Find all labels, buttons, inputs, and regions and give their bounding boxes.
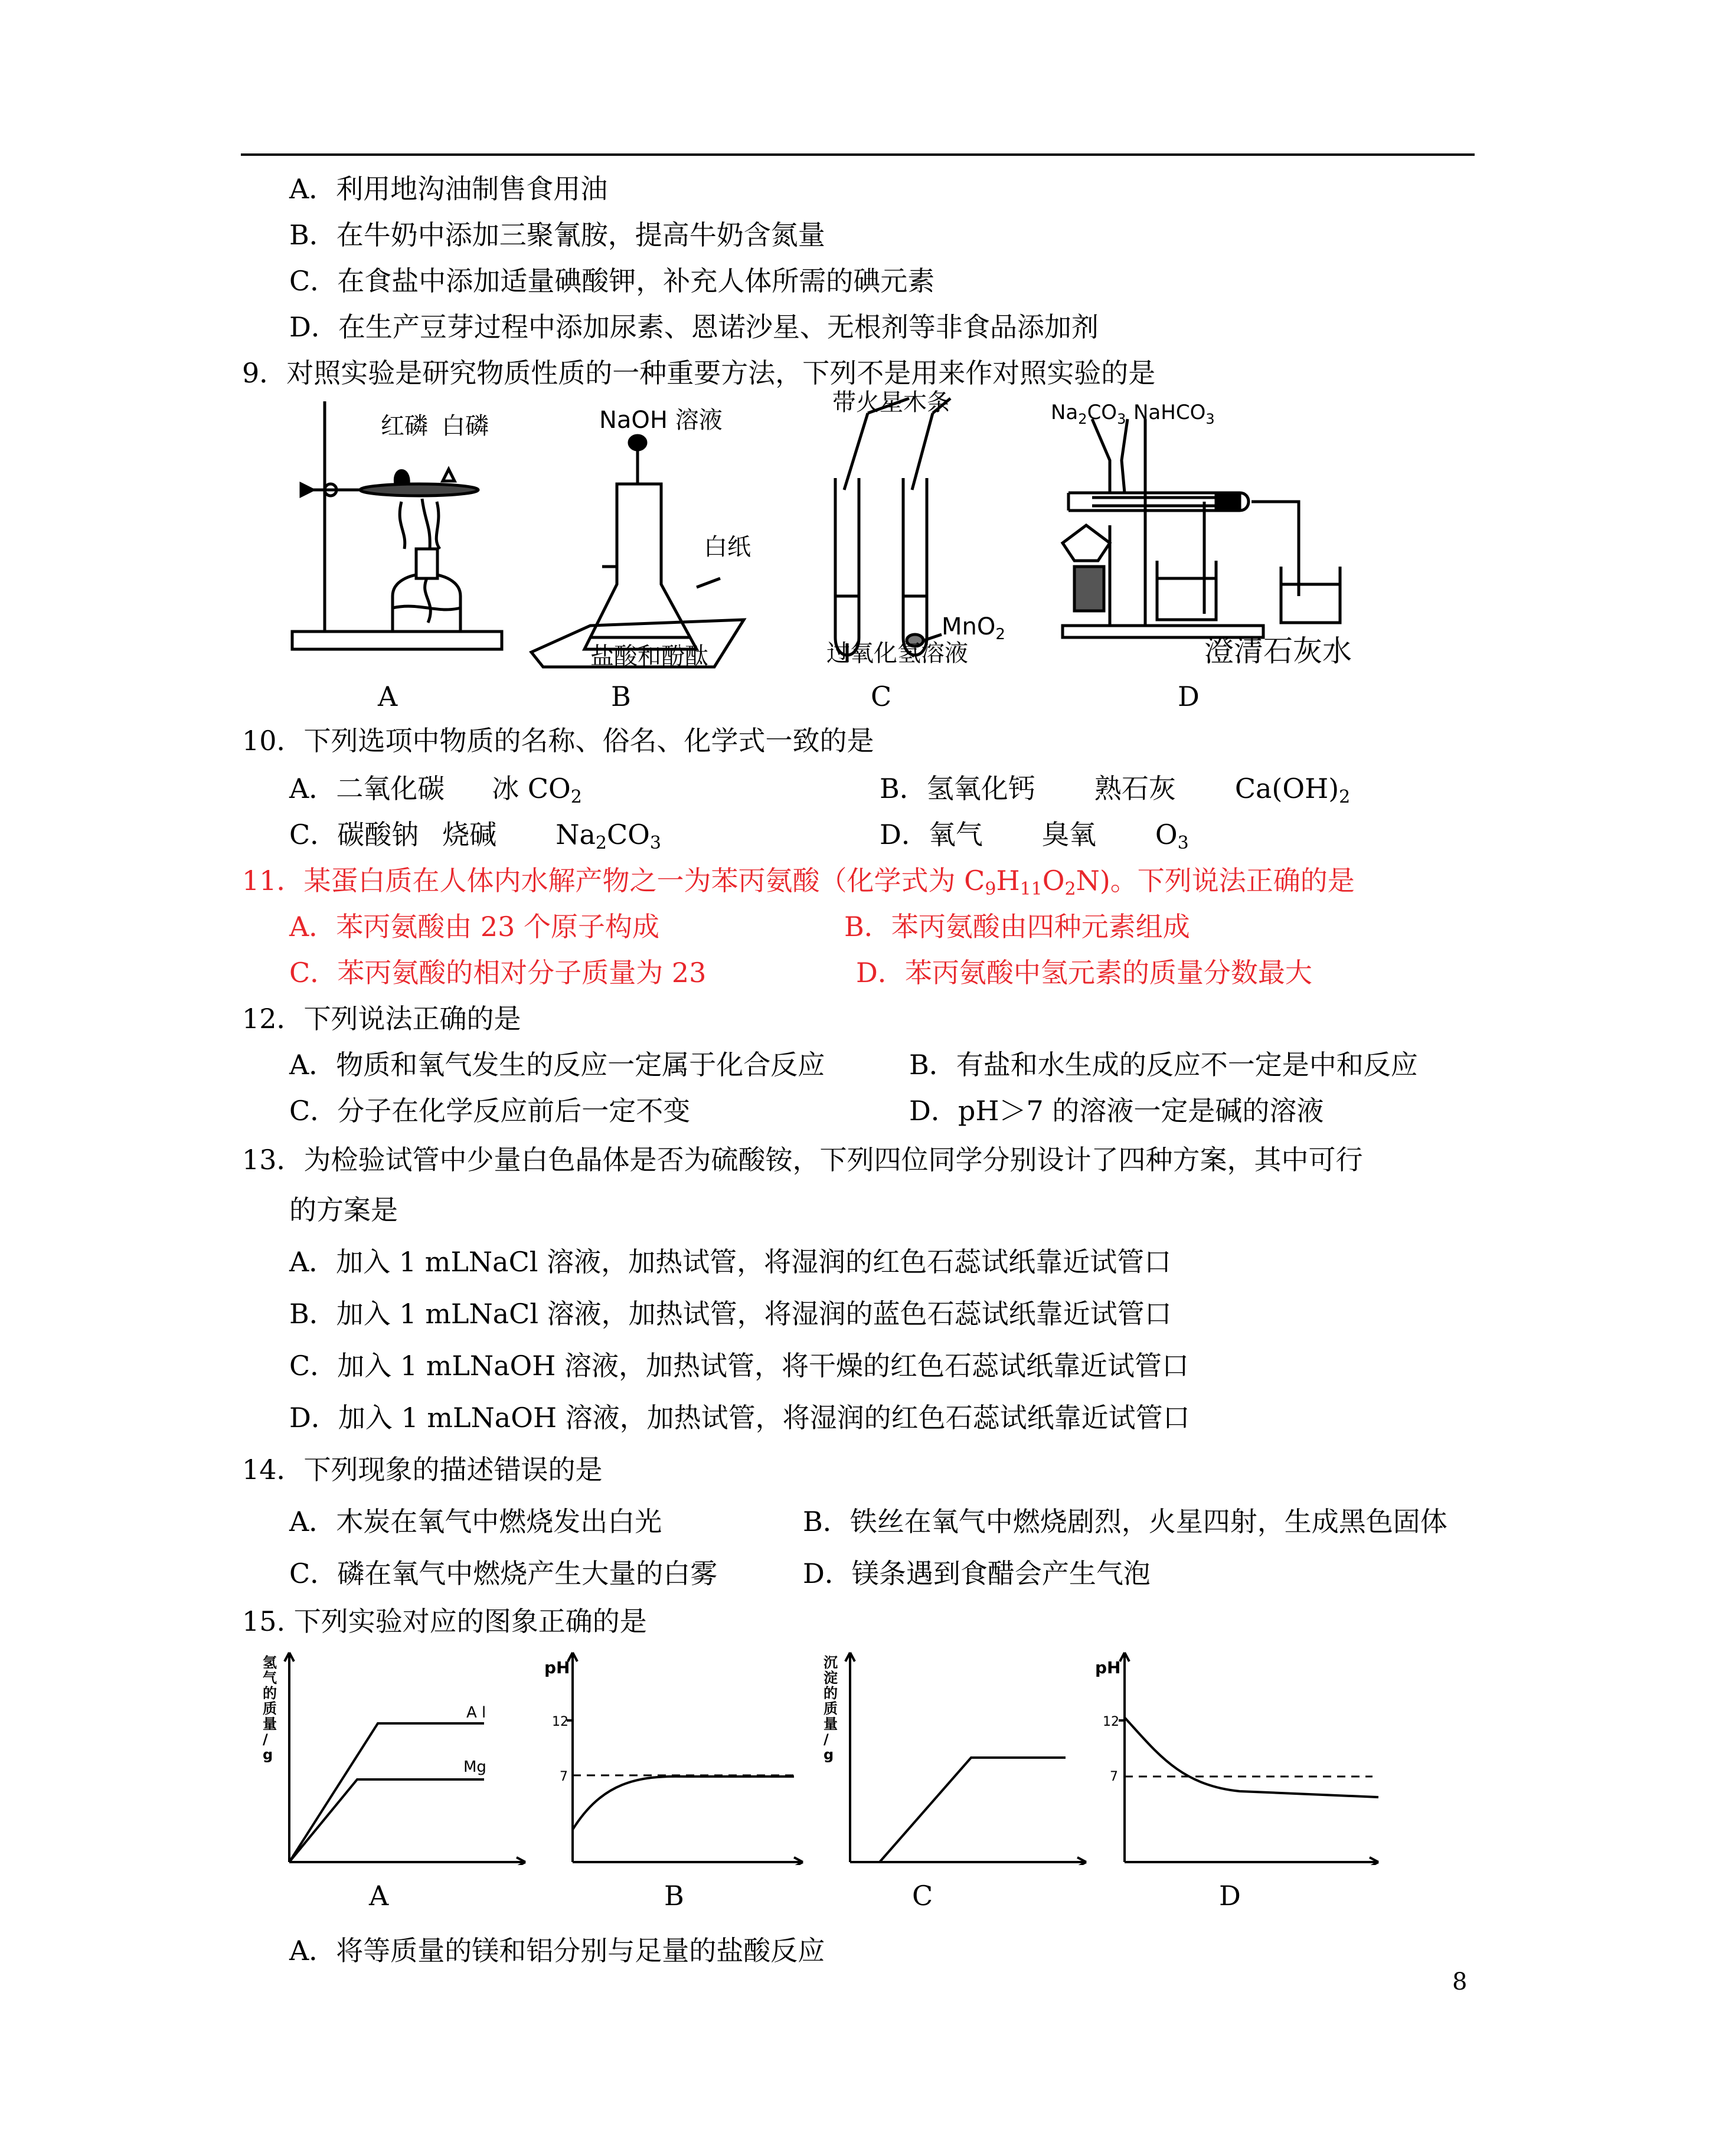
q12-stem: 12．下列说法正确的是 xyxy=(242,1003,521,1035)
graph-d-tick-7: 7 xyxy=(1110,1769,1118,1784)
q8-option-a: A．利用地沟油制售食用油 xyxy=(289,173,608,205)
q12-option-a: A．物质和氧气发生的反应一定属于化合反应 xyxy=(289,1049,825,1081)
fig-d-na2co3-label: $Na_2CO_3$ xyxy=(1051,401,1126,427)
q12-option-d: D．pH＞7 的溶液一定是碱的溶液 xyxy=(909,1095,1324,1127)
q9-apparatus-figures xyxy=(283,390,1393,673)
graph-a-ylabel: 氢 气 的 质 量 / g xyxy=(263,1654,277,1763)
graph-c-ylabel: 沉 淀 的 质 量 / g xyxy=(824,1654,838,1763)
q13-stem-line1: 13．为检验试管中少量白色晶体是否为硫酸铵，下列四位同学分别设计了四种方案，其中可行 xyxy=(242,1144,1363,1176)
graph-b-letter: B xyxy=(664,1880,684,1912)
q11-option-d: D．苯丙氨酸中氢元素的质量分数最大 xyxy=(856,957,1312,989)
q13-option-a: A．加入 1 mLNaCl 溶液，加热试管，将湿润的红色石蕊试纸靠近试管口 xyxy=(289,1246,1172,1278)
graph-a-al-label: A l xyxy=(466,1704,486,1722)
graph-b-tick-12: 12 xyxy=(552,1715,568,1729)
q8-option-c: C．在食盐中添加适量碘酸钾，补充人体所需的碘元素 xyxy=(289,265,935,297)
graph-b-tick-7: 7 xyxy=(560,1769,568,1784)
graph-d-tick-12: 12 xyxy=(1103,1715,1119,1729)
fig-b-naoh-label: NaOH 溶液 xyxy=(599,407,723,434)
q11-option-c: C．苯丙氨酸的相对分子质量为 23 xyxy=(289,957,707,989)
fig-a-letter: A xyxy=(378,681,398,712)
fig-b-letter: B xyxy=(611,681,631,712)
fig-d-letter: D xyxy=(1178,681,1200,712)
fig-b-acid-label: 盐酸和酚酞 xyxy=(590,643,708,670)
graph-b-ylabel: pH xyxy=(544,1658,570,1677)
graph-b-curve xyxy=(573,1777,794,1830)
fig-c-letter: C xyxy=(871,681,892,712)
q10-stem: 10．下列选项中物质的名称、俗名、化学式一致的是 xyxy=(242,725,874,757)
q12-option-c: C．分子在化学反应前后一定不变 xyxy=(289,1095,691,1127)
q10-option-b: B．氢氧化钙 熟石灰 $Ca(OH)_2$ xyxy=(880,773,1351,807)
fig-c-mno2-label: MnO$_2$ xyxy=(942,613,1005,643)
graph-d-curve xyxy=(1125,1717,1378,1797)
fig-c-h2o2-label: 过氧化氢溶液 xyxy=(826,640,968,667)
fig-b-paper-label: 白纸 xyxy=(704,534,751,561)
fig-a-white-phosphorus-label: 白磷 xyxy=(442,413,489,440)
fig-d-nahco3-label: NaHCO$_3$ xyxy=(1133,401,1215,427)
fig-d-apparatus xyxy=(1063,419,1340,637)
graph-c-letter: C xyxy=(912,1880,933,1912)
graph-a-mg-label: Mg xyxy=(463,1758,486,1776)
q13-option-b: B．加入 1 mLNaCl 溶液，加热试管，将湿润的蓝色石蕊试纸靠近试管口 xyxy=(289,1298,1172,1330)
graph-c-curve xyxy=(880,1758,1066,1862)
q15-option-a: A．将等质量的镁和铝分别与足量的盐酸反应 xyxy=(289,1935,825,1967)
graph-a-letter: A xyxy=(369,1880,389,1912)
header-rule xyxy=(241,153,1475,156)
graph-a-al-curve xyxy=(289,1723,484,1862)
graph-a-axes xyxy=(285,1653,525,1865)
q13-stem-line2: 的方案是 xyxy=(289,1194,398,1226)
page-number: 8 xyxy=(1452,1968,1468,1995)
q11-option-b: B．苯丙氨酸由四种元素组成 xyxy=(844,911,1190,943)
q11-stem: 11．某蛋白质在人体内水解产物之一为苯丙氨酸（化学式为 $C_9H_{11}O_2N$)。下列说法正确的是 xyxy=(242,865,1355,899)
q8-option-b: B．在牛奶中添加三聚氰胺，提高牛奶含氮量 xyxy=(289,219,825,251)
fig-c-test-tubes xyxy=(835,398,950,662)
graph-d-ylabel: pH xyxy=(1095,1658,1121,1677)
q13-option-c: C．加入 1 mLNaOH 溶液，加热试管，将干燥的红色石蕊试纸靠近试管口 xyxy=(289,1350,1189,1382)
graph-b-axes xyxy=(567,1653,803,1865)
fig-a-red-phosphorus-label: 红磷 xyxy=(381,413,428,440)
q9-stem: 9．对照实验是研究物质性质的一种重要方法，下列不是用来作对照实验的是 xyxy=(242,357,1156,389)
q10-option-d: D．氧气 臭氧 $O_3$ xyxy=(880,819,1189,853)
q11-option-a: A．苯丙氨酸由 23 个原子构成 xyxy=(289,911,659,943)
graph-d-letter: D xyxy=(1219,1880,1241,1912)
q14-stem: 14．下列现象的描述错误的是 xyxy=(242,1454,603,1486)
q10-option-c: C．碳酸钠 烧碱 $Na_2CO_3$ xyxy=(289,819,661,853)
q15-graphs xyxy=(236,1641,1393,1865)
q12-option-b: B．有盐和水生成的反应不一定是中和反应 xyxy=(909,1049,1418,1081)
fig-c-splint-label: 带火星木条 xyxy=(832,390,950,416)
q14-option-d: D．镁条遇到食醋会产生气泡 xyxy=(803,1558,1151,1589)
fig-d-limewater-label: 澄清石灰水 xyxy=(1204,634,1352,668)
q10-option-a: A．二氧化碳 冰 $CO_2$ xyxy=(289,773,582,807)
q14-option-b: B．铁丝在氧气中燃烧剧烈，火星四射，生成黑色固体 xyxy=(803,1506,1447,1537)
q8-option-d: D．在生产豆芽过程中添加尿素、恩诺沙星、无根剂等非食品添加剂 xyxy=(289,311,1099,343)
graph-d-axes xyxy=(1119,1653,1378,1865)
q13-option-d: D．加入 1 mLNaOH 溶液，加热试管，将湿润的红色石蕊试纸靠近试管口 xyxy=(289,1402,1190,1434)
q14-option-c: C．磷在氧气中燃烧产生大量的白雾 xyxy=(289,1558,718,1589)
q15-stem: 15. 下列实验对应的图象正确的是 xyxy=(242,1605,647,1637)
q14-option-a: A．木炭在氧气中燃烧发出白光 xyxy=(289,1506,662,1537)
graph-a-mg-curve xyxy=(289,1779,484,1862)
